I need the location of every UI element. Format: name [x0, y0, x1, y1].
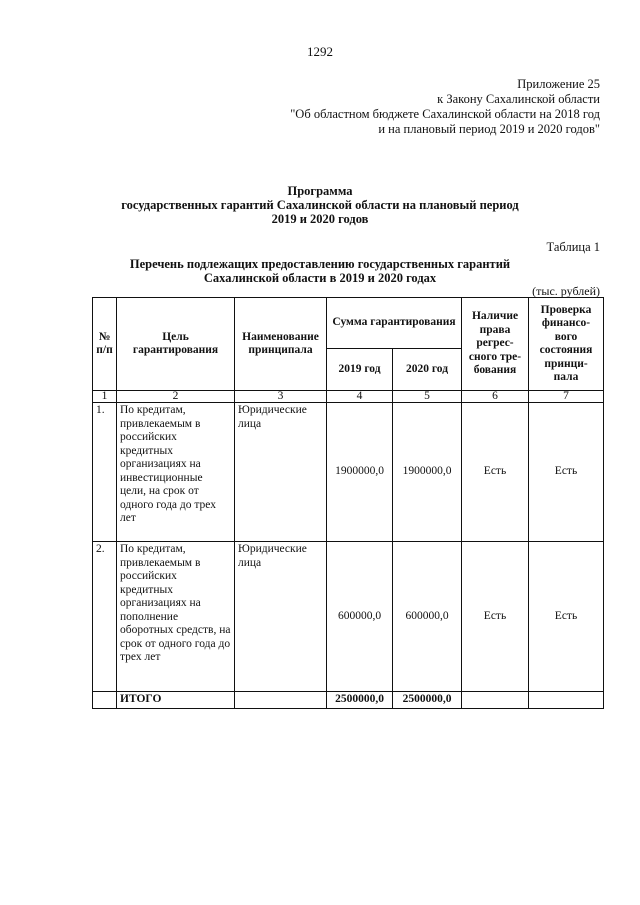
row-2020: 1900000,0 — [393, 403, 462, 542]
table-title-line: Сахалинской области в 2019 и 2020 годах — [203, 271, 437, 285]
page-number: 1292 — [307, 44, 333, 59]
row-principal: Юридические лица — [235, 542, 327, 692]
header-purpose: Цель гарантирования — [117, 298, 235, 391]
total-principal — [235, 692, 327, 709]
column-number: 6 — [462, 391, 529, 403]
row-regress: Есть — [462, 403, 529, 542]
header-row — [93, 298, 604, 349]
row-num: 1. — [93, 403, 117, 542]
table-row — [93, 403, 604, 542]
column-number: 5 — [393, 391, 462, 403]
row-check: Есть — [529, 403, 604, 542]
row-check: Есть — [529, 542, 604, 692]
table-row — [93, 542, 604, 692]
header-regress: Наличие права регрес-сного тре-бования — [462, 298, 529, 391]
row-2019: 1900000,0 — [327, 403, 393, 542]
total-2019: 2500000,0 — [327, 692, 393, 709]
header-2020: 2020 год — [393, 349, 462, 391]
row-purpose: По кредитам, привлекаемым в российских кредитных организациях на пополнение оборотных средств, на срок от одного года до трех лет — [117, 542, 235, 692]
column-number-row — [93, 391, 604, 403]
column-number: 2 — [117, 391, 235, 403]
appendix-line: "Об областном бюджете Сахалинской области на 2018 год — [290, 107, 600, 121]
total-regress — [462, 692, 529, 709]
column-number: 4 — [327, 391, 393, 403]
appendix-line: Приложение 25 — [517, 77, 600, 91]
document-title — [0, 184, 640, 226]
header-amount: Сумма гарантирования — [327, 298, 462, 349]
row-num: 2. — [93, 542, 117, 692]
table-label: Таблица 1 — [546, 240, 600, 254]
column-number: 7 — [529, 391, 604, 403]
header-principal: Наименование принципала — [235, 298, 327, 391]
row-principal: Юридические лица — [235, 403, 327, 542]
total-label: ИТОГО — [117, 692, 235, 709]
row-purpose: По кредитам, привлекаемым в российских кредитных организациях на инвестиционные цели, на срок от одного года до трех лет — [117, 403, 235, 542]
table-title-line: Перечень подлежащих предоставлению государственных гарантий — [129, 257, 511, 271]
total-num — [93, 692, 117, 709]
row-2019: 600000,0 — [327, 542, 393, 692]
header-num: № п/п — [93, 298, 117, 391]
total-row — [93, 692, 604, 709]
title-line: Программа — [287, 184, 353, 198]
appendix-line: и на плановый период 2019 и 2020 годов" — [378, 122, 600, 136]
table-title — [0, 257, 640, 285]
guarantees-table — [92, 297, 604, 709]
total-check — [529, 692, 604, 709]
column-number: 1 — [93, 391, 117, 403]
appendix-header — [290, 77, 600, 137]
column-number: 3 — [235, 391, 327, 403]
row-2020: 600000,0 — [393, 542, 462, 692]
header-2019: 2019 год — [327, 349, 393, 391]
row-regress: Есть — [462, 542, 529, 692]
title-line: 2019 и 2020 годов — [271, 212, 369, 226]
units-note: (тыс. рублей) — [532, 284, 600, 298]
header-check: Проверка финансо-вого состояния принци-пала — [529, 298, 604, 391]
title-line: государственных гарантий Сахалинской области на плановый период — [121, 198, 519, 212]
appendix-line: к Закону Сахалинской области — [437, 92, 600, 106]
total-2020: 2500000,0 — [393, 692, 462, 709]
